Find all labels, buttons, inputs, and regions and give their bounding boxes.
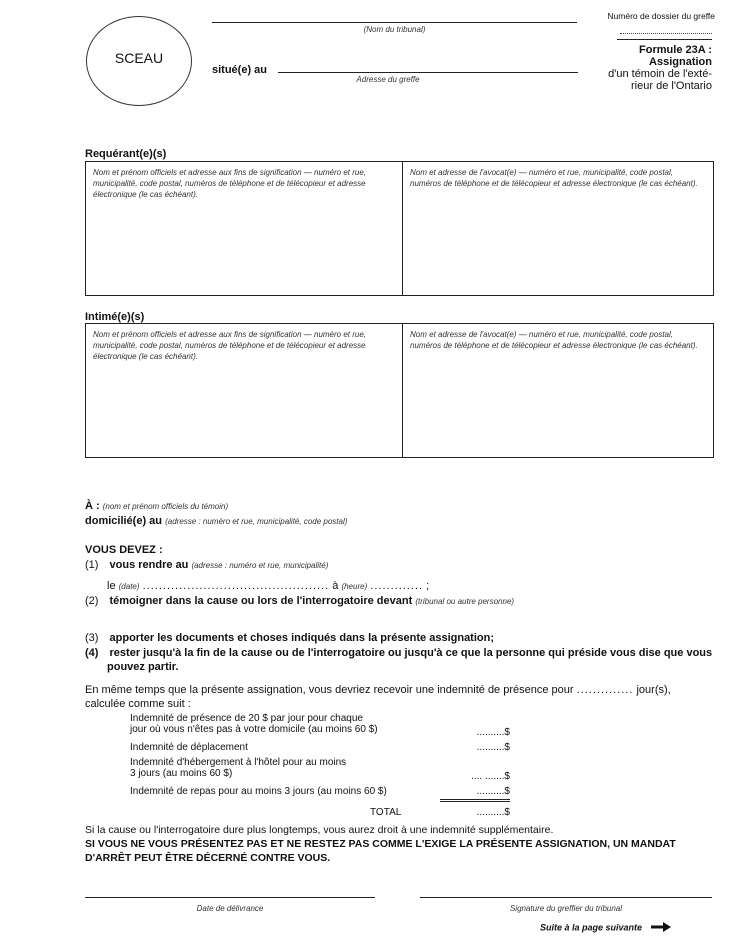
respondent-lawyer-cell[interactable] xyxy=(402,324,713,457)
instruction-2-hint: (tribunal ou autre personne) xyxy=(415,597,515,606)
time-hint: (heure) xyxy=(341,582,368,591)
instruction-4-number: (4) xyxy=(85,647,99,659)
instruction-2-text: témoigner dans la cause ou lors de l'interrogatoire devant xyxy=(109,595,413,607)
respondent-lawyer-instructions: Nom et adresse de l'avocat(e) — numéro et rue, municipalité, code postal, numéros de téléphone et de télécopieur et adresse électronique (le cas échéant). xyxy=(410,330,698,350)
applicant-lawyer-cell[interactable] xyxy=(402,162,713,295)
time-field[interactable]: ............. xyxy=(370,580,424,592)
fees-intro-text: En même temps que la présente assignation, vous devriez recevoir une indemnité de présence pour xyxy=(85,684,574,696)
applicant-info-instructions: Nom et prénom officiels et adresse aux fins de signification — numéro et rue, municipalité, code postal, numéros de téléphone et de télécopieur et adresse électronique (le cas échéant). xyxy=(93,168,367,199)
right-arrow-icon xyxy=(651,922,671,934)
date-hint: (date) xyxy=(118,582,140,591)
respondent-info-cell[interactable] xyxy=(86,324,402,457)
respondents-box xyxy=(85,323,714,458)
total-amount[interactable]: ..........$ xyxy=(476,807,510,818)
located-at-label: situé(e) au xyxy=(212,64,268,76)
domicile-label: domicilié(e) au xyxy=(85,515,163,527)
warning-line-2: D'ARRÊT PEUT ÊTRE DÉCERNÉ CONTRE VOUS. xyxy=(85,852,331,864)
fees-days-field[interactable]: .............. xyxy=(576,684,634,696)
you-must-heading: VOUS DEVEZ : xyxy=(85,544,163,556)
fees-days-unit: jour(s), xyxy=(636,684,671,696)
time-prefix: à xyxy=(332,580,339,592)
file-number-label: Numéro de dossier du greffe xyxy=(607,11,715,21)
instruction-4-line-2: pouvez partir. xyxy=(107,661,179,673)
fee-row-attendance-line-1: Indemnité de présence de 20 $ par jour pour chaque xyxy=(130,713,363,724)
signature-line[interactable] xyxy=(420,897,712,898)
instruction-3 xyxy=(85,632,494,644)
issue-date-line[interactable] xyxy=(85,897,375,898)
court-address-caption: Adresse du greffe xyxy=(356,75,420,84)
witness-line xyxy=(85,500,228,512)
respondents-heading: Intimé(e)(s) xyxy=(85,311,145,323)
to-label: À : xyxy=(85,500,100,512)
total-rule xyxy=(440,799,510,802)
fee-row-travel-line-1: Indemnité de déplacement xyxy=(130,742,248,753)
court-name-line xyxy=(212,22,577,23)
signature-caption: Signature du greffier du tribunal xyxy=(509,904,623,913)
continue-text: Suite à la page suivante xyxy=(540,922,643,933)
instruction-4 xyxy=(85,647,712,659)
court-address-line[interactable] xyxy=(278,72,578,73)
applicants-heading: Requérant(e)(s) xyxy=(85,148,167,160)
extra-fee-note: Si la cause ou l'interrogatoire dure plus longtemps, vous aurez droit à une indemnité supplémentaire. xyxy=(85,824,554,836)
instruction-2 xyxy=(85,595,514,607)
instruction-1-number: (1) xyxy=(85,559,99,571)
form-title-rule xyxy=(617,39,712,40)
date-prefix: le xyxy=(107,580,116,592)
applicant-info-cell[interactable] xyxy=(86,162,402,295)
instruction-1 xyxy=(85,559,328,571)
form-number: Formule 23A : xyxy=(639,44,712,56)
respondent-info-instructions: Nom et prénom officiels et adresse aux fins de signification — numéro et rue, municipalité, code postal, numéros de téléphone et de télécopieur et adresse électronique (le cas échéant). xyxy=(93,330,367,361)
applicants-box xyxy=(85,161,714,296)
fees-intro-line-2: calculée comme suit : xyxy=(85,698,191,710)
issue-date-caption: Date de délivrance xyxy=(196,904,264,913)
instruction-1-hint: (adresse : numéro et rue, municipalité) xyxy=(191,561,329,570)
instruction-1-text: vous rendre au xyxy=(109,559,189,571)
instruction-3-number: (3) xyxy=(85,632,99,644)
form-title xyxy=(560,44,712,92)
time-suffix: ; xyxy=(426,580,430,592)
form-title-line-3: rieur de l'Ontario xyxy=(631,80,712,92)
form-title-line-1: Assignation xyxy=(649,56,712,68)
date-field[interactable]: .............................................. xyxy=(142,580,330,592)
applicant-lawyer-instructions: Nom et adresse de l'avocat(e) — numéro et rue, municipalité, code postal, numéros de téléphone et de télécopieur et adresse électronique (le cas échéant). xyxy=(410,168,698,188)
fee-amount-hotel[interactable]: .... .......$ xyxy=(471,771,510,782)
court-name-caption: (Nom du tribunal) xyxy=(363,25,426,34)
domicile-hint: (adresse : numéro et rue, municipalité, code postal) xyxy=(165,517,348,526)
fee-amount-meals[interactable]: ..........$ xyxy=(476,786,510,797)
total-label: TOTAL xyxy=(370,807,402,818)
form-title-line-2: d'un témoin de l'exté- xyxy=(608,68,712,80)
fee-row-hotel-line-1: Indemnité d'hébergement à l'hôtel pour au moins xyxy=(130,757,347,768)
domicile-line xyxy=(85,515,347,527)
fee-row-attendance-line-2: jour où vous n'êtes pas à votre domicile (au moins 60 $) xyxy=(130,724,378,735)
fee-row-hotel-line-2: 3 jours (au moins 60 $) xyxy=(130,768,233,779)
seal-circle xyxy=(86,16,192,106)
continue-note xyxy=(540,922,671,934)
date-time-line xyxy=(107,580,429,592)
instruction-2-number: (2) xyxy=(85,595,99,607)
witness-name-hint: (nom et prénom officiels du témoin) xyxy=(102,502,229,511)
seal-label: SCEAU xyxy=(114,50,164,66)
fee-row-meals-line-1: Indemnité de repas pour au moins 3 jours (au moins 60 $) xyxy=(130,786,387,797)
file-number-field[interactable] xyxy=(620,33,712,34)
fees-intro-line-1 xyxy=(85,684,671,696)
warning-line-1: SI VOUS NE VOUS PRÉSENTEZ PAS ET NE RESTEZ PAS COMME L'EXIGE LA PRÉSENTE ASSIGNATION, UN MANDAT xyxy=(85,838,676,850)
instruction-4-line-1: rester jusqu'à la fin de la cause ou de l'interrogatoire ou jusqu'à ce que la personne qui préside vous dise que vous xyxy=(109,647,713,659)
fee-amount-attendance[interactable]: ..........$ xyxy=(476,727,510,738)
fee-amount-travel[interactable]: ..........$ xyxy=(476,742,510,753)
instruction-3-text: apporter les documents et choses indiqués dans la présente assignation; xyxy=(109,632,495,644)
